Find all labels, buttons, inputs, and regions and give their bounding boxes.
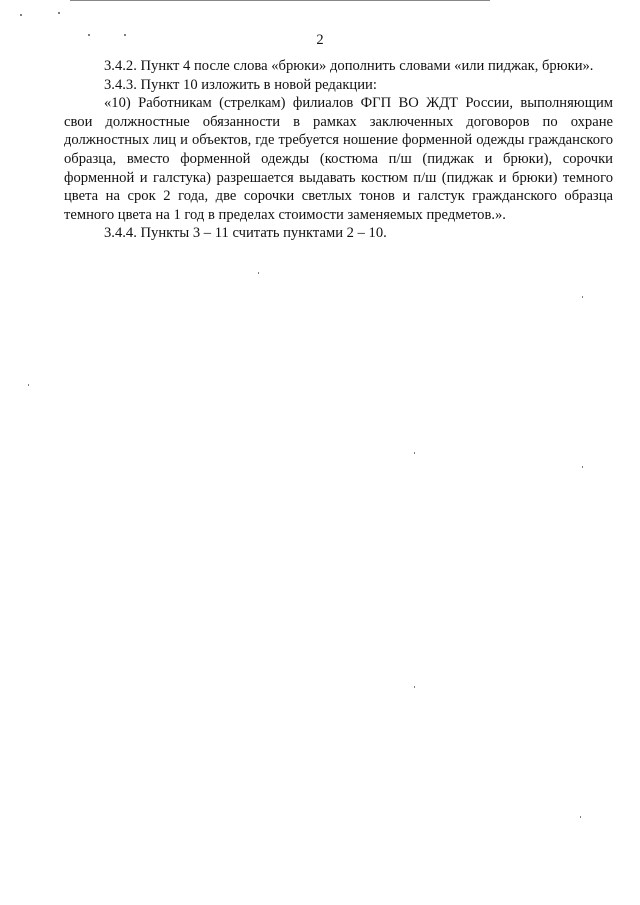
- paragraph-3-4-4: 3.4.4. Пункты 3 – 11 считать пунктами 2 – 10.: [104, 225, 387, 242]
- scan-speck: [414, 452, 415, 454]
- scan-speck: [58, 12, 60, 14]
- paragraph-3-4-2: 3.4.2. Пункт 4 после слова «брюки» дополнить словами «или пиджак, брюки».: [104, 58, 594, 74]
- paragraph-item-10-text: «10) Работникам (стрелкам) филиалов ФГП ВО ЖДТ России, выполняющим свои должностные обязанности в рамках заключенных договоров по охране должностных лиц и объектов, где требуется ношение форменной одежды гражданского образца, вместо форменной одежды (костюма п/ш (пиджак и брюки), сорочки форменной и галстука) разрешается выдавать костюм п/ш (пиджак и брюки) темного цвета на срок 2 года, две сорочки светлых тонов и галстук гражданского образца темного цвета на 1 год в пределах стоимости заменяемых предметов.».: [64, 95, 613, 223]
- scan-speck: [580, 816, 581, 818]
- scan-speck: [582, 296, 583, 298]
- paragraph-3-4-3: 3.4.3. Пункт 10 изложить в новой редакции:: [104, 76, 377, 93]
- scan-edge-line: [70, 0, 490, 1]
- page-number: 2: [316, 32, 324, 48]
- scan-speck: [258, 272, 259, 274]
- scan-speck: [20, 14, 22, 16]
- scan-speck: [28, 384, 29, 386]
- scan-speck: [582, 466, 583, 468]
- scan-speck: [414, 686, 415, 688]
- document-body: [64, 57, 613, 243]
